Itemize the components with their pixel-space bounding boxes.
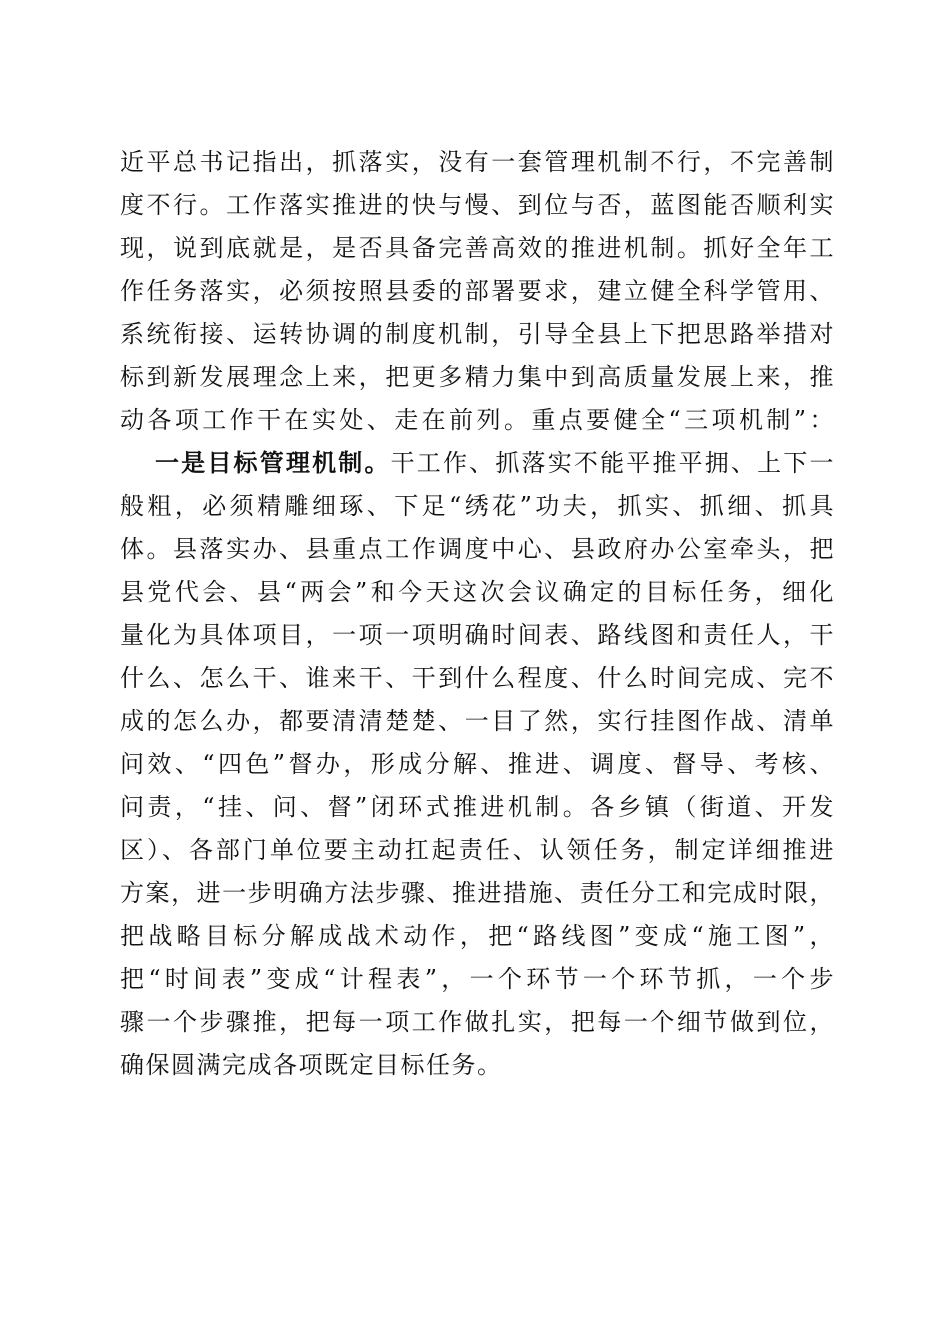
text-line: 区）、各部门单位要主动扛起责任、认领任务，制定详细推进 [120,836,835,864]
text-line: 量化为具体项目，一项一项明确时间表、路线图和责任人，干 [120,621,835,649]
text-line: 成的怎么办，都要清清楚楚、一目了然，实行挂图作战、清单 [120,707,835,735]
section-heading: 一是目标管理机制。 [155,448,391,477]
text-line: 把战略目标分解成战术动作，把“路线图”变成“施工图”， [120,922,835,950]
text-line: 度不行。工作落实推进的快与慢、到位与否，蓝图能否顺利实 [120,191,835,219]
text-line: 动各项工作干在实处、走在前列。重点要健全“三项机制”： [120,406,835,434]
text-line: 问责，“挂、问、督”闭环式推进机制。各乡镇（街道、开发 [120,793,835,821]
text-line: 问效、“四色”督办，形成分解、推进、调度、督导、考核、 [120,750,835,778]
text-line: 确保圆满完成各项既定目标任务。 [120,1051,503,1079]
text-span: 干工作、抓落实不能平推平拥、上下一 [390,449,836,477]
text-line: 作任务落实，必须按照县委的部署要求，建立健全科学管用、 [120,277,835,305]
text-line: 系统衔接、运转协调的制度机制，引导全县上下把思路举措对 [120,320,835,348]
text-line: 体。县落实办、县重点工作调度中心、县政府办公室牵头，把 [120,535,835,563]
text-line: 般粗，必须精雕细琢、下足“绣花”功夫，抓实、抓细、抓具 [120,492,835,520]
text-line: 什么、怎么干、谁来干、干到什么程度、什么时间完成、完不 [120,664,835,692]
text-line: 现，说到底就是，是否具备完善高效的推进机制。抓好全年工 [120,234,835,262]
text-line [155,448,835,478]
text-line: 骤一个步骤推，把每一项工作做扎实，把每一个细节做到位， [120,1008,835,1036]
text-line: 把“时间表”变成“计程表”，一个环节一个环节抓，一个步 [120,965,835,993]
text-line: 标到新发展理念上来，把更多精力集中到高质量发展上来，推 [120,363,835,391]
text-line: 近平总书记指出，抓落实，没有一套管理机制不行，不完善制 [120,148,835,176]
text-line: 县党代会、县“两会”和今天这次会议确定的目标任务，细化 [120,578,835,606]
text-line: 方案，进一步明确方法步骤、推进措施、责任分工和完成时限， [120,879,835,907]
